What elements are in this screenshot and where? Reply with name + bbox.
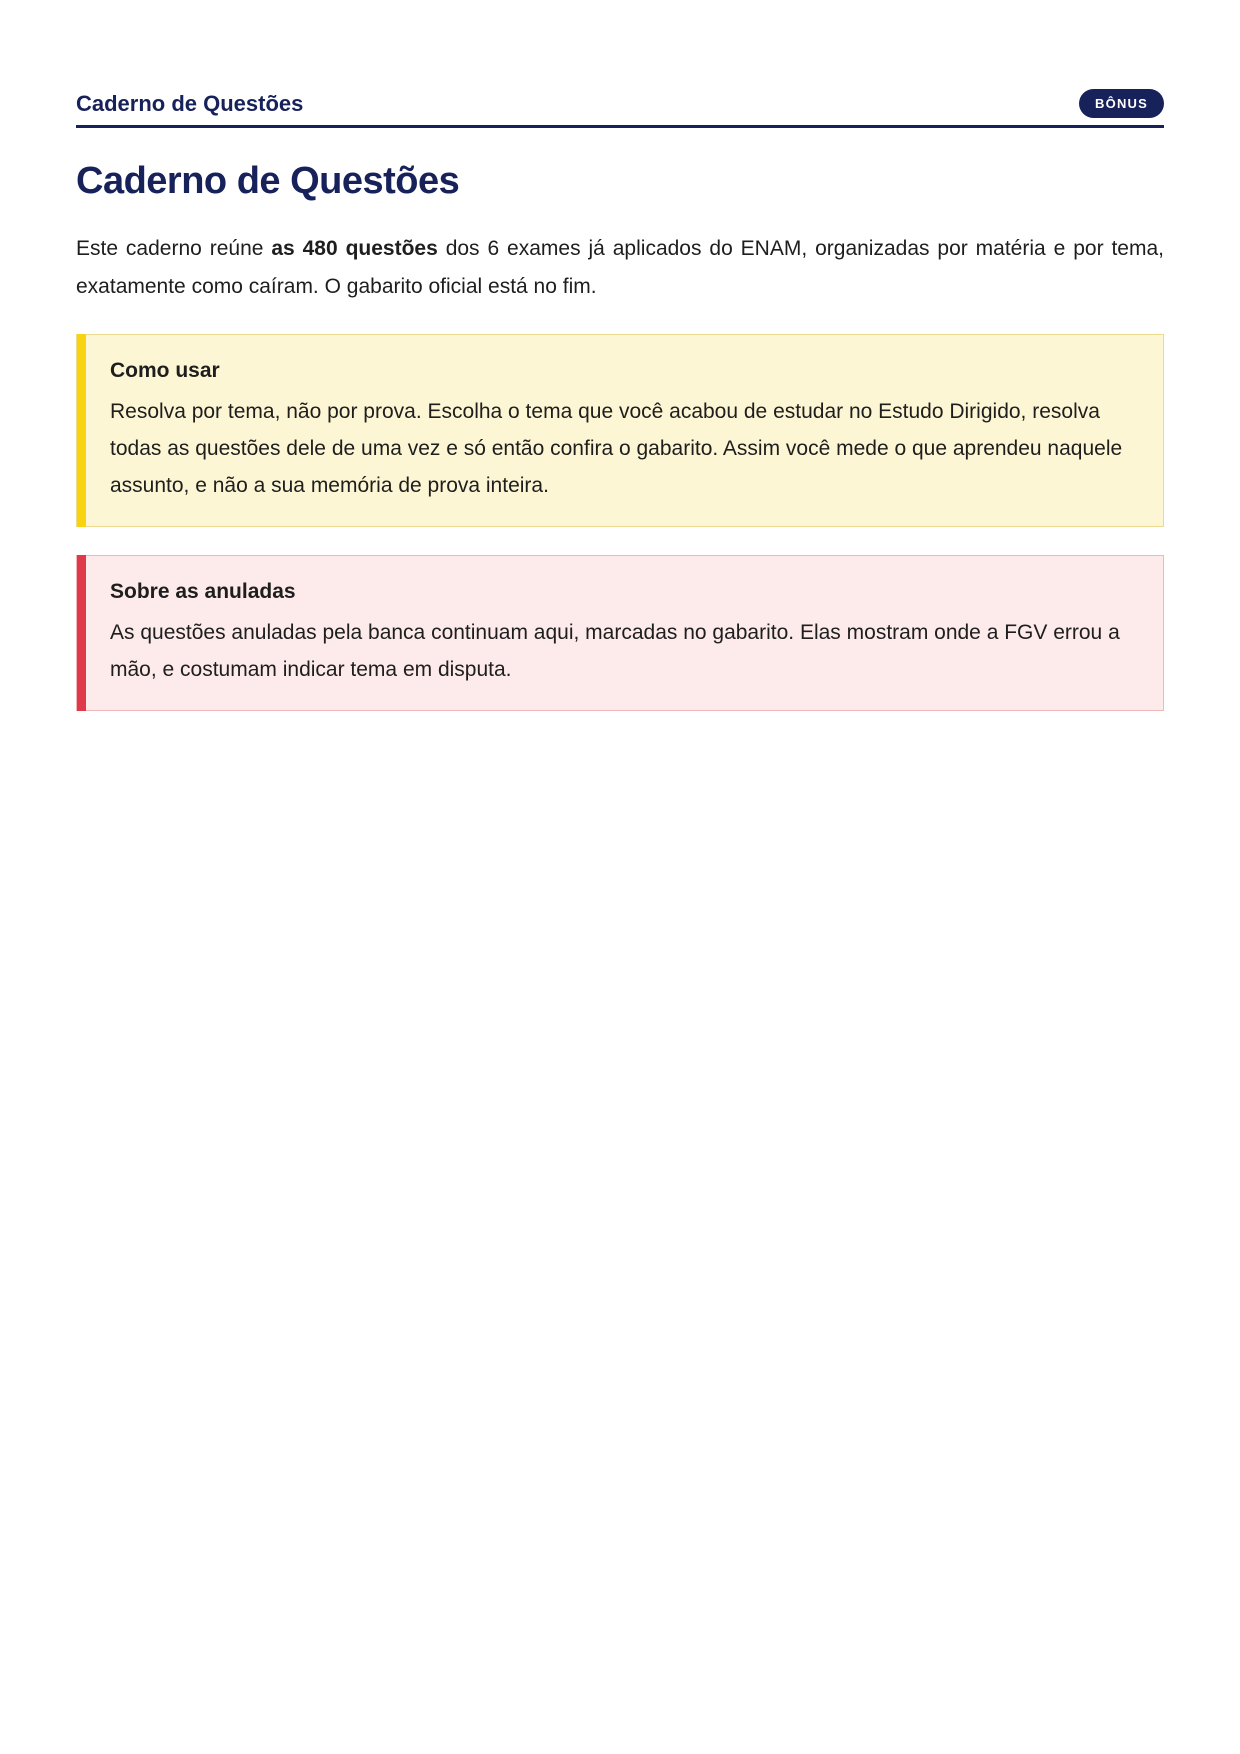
how-to-use-title: Como usar [110,359,220,382]
annulled-accent-bar [77,555,86,711]
page-title: Caderno de Questões [76,160,460,202]
bonus-badge: BÔNUS [1079,89,1164,118]
how-to-use-body: Resolva por tema, não por prova. Escolha o tema que você acabou de estudar no Estudo Dirigido, resolva todas as questões dele de uma vez e só então confira o gabarito. Assim você mede o que aprendeu naquele assunto, e não a sua memória de prova inteira. [110,400,1123,497]
document-page [76,0,1164,711]
intro-text-before: Este caderno reúne [76,237,272,260]
intro-paragraph [76,230,1164,306]
running-header [76,0,1164,128]
intro-text-bold: as 480 questões [271,237,438,260]
how-to-use-callout [76,334,1164,527]
annulled-title: Sobre as anuladas [110,580,296,603]
running-header-title: Caderno de Questões [76,91,304,116]
intro-text-after: dos 6 exames já aplicados do ENAM, organizadas por matéria e por tema, exatamente como caíram. O gabarito oficial está no fim. [76,237,1164,298]
annulled-questions-callout [76,555,1164,711]
annulled-body: As questões anuladas pela banca continuam aqui, marcadas no gabarito. Elas mostram onde a FGV errou a mão, e costumam indicar tema em disputa. [110,621,1120,681]
how-to-use-accent-bar [77,334,86,527]
